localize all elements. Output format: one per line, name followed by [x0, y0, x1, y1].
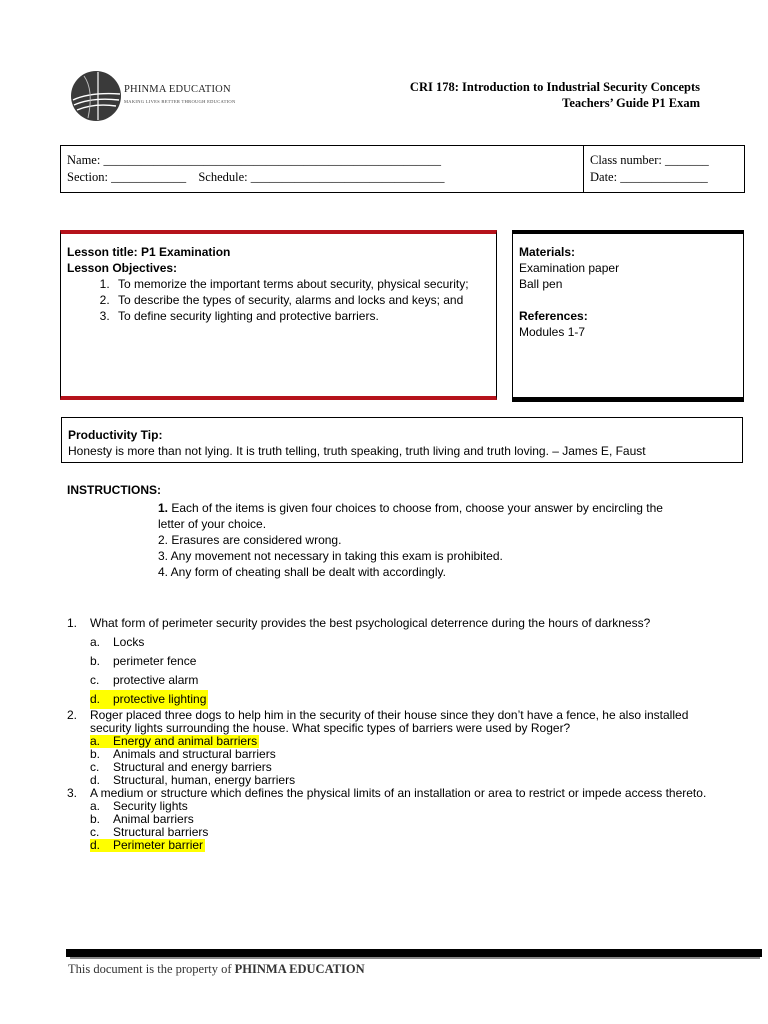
question-number: 2.: [67, 708, 78, 722]
phinma-globe-icon: [70, 70, 122, 122]
question-stem: A medium or structure which defines the physical limits of an installation or area to restrict or impede access thereto.: [90, 786, 707, 800]
name-label: Name:: [67, 153, 101, 167]
instruction-text: Each of the items is given four choices to choose from, choose your answer by encircling the letter of your choice.: [158, 501, 663, 531]
footer-prefix: This document is the property of: [68, 962, 235, 976]
option-b[interactable]: b. perimeter fence: [90, 654, 197, 668]
section-label: Section:: [67, 170, 108, 184]
question-stem: What form of perimeter security provides the best psychological deterrence during the hours of darkness?: [90, 616, 651, 630]
schedule-field[interactable]: _______________________________: [247, 170, 445, 184]
date-field[interactable]: ______________: [617, 170, 708, 184]
instruction-item: [158, 500, 678, 532]
schedule-label: Schedule:: [198, 170, 248, 184]
question-stem: Roger placed three dogs to help him in the security of their house since they don’t have a fence, he also installed security lights surrounding the house. What specific types of barriers were used by Roger?: [90, 708, 689, 735]
brand-tagline: MAKING LIVES BETTER THROUGH EDUCATION: [124, 99, 236, 104]
materials-label: Materials:: [519, 245, 576, 259]
instruction-item: 3. Any movement not necessary in taking this exam is prohibited.: [158, 549, 503, 563]
instructions-title: INSTRUCTIONS:: [67, 483, 161, 497]
material-item: Ball pen: [519, 277, 563, 291]
option-c[interactable]: c. protective alarm: [90, 673, 199, 687]
class-number-label: Class number:: [590, 153, 662, 167]
question-number: 3.: [67, 786, 78, 800]
material-item: Examination paper: [519, 261, 620, 275]
date-label: Date:: [590, 170, 618, 184]
instruction-number: 1.: [158, 501, 169, 515]
footer-text: [68, 962, 365, 977]
option-d-answer[interactable]: d. protective lighting: [90, 690, 707, 709]
question-1: [67, 614, 707, 709]
course-title: [410, 79, 700, 111]
objectives-label: Lesson Objectives:: [67, 261, 178, 275]
instructions-list: [158, 500, 678, 580]
instruction-item: 4. Any form of cheating shall be dealt with accordingly.: [158, 565, 446, 579]
option-c[interactable]: c. Structural barriers: [90, 825, 209, 839]
footer-rule: [66, 949, 762, 957]
option-b[interactable]: b. Animal barriers: [90, 812, 194, 826]
option-a-answer[interactable]: a. Energy and animal barriers: [90, 734, 258, 748]
instruction-item: 2. Erasures are considered wrong.: [158, 533, 342, 547]
tip-label: Productivity Tip:: [68, 428, 163, 442]
lesson-box: [60, 230, 497, 400]
student-info-box: [60, 145, 745, 193]
option-d-answer[interactable]: d. Perimeter barrier: [90, 838, 204, 852]
name-row: [67, 152, 445, 169]
section-row: [67, 169, 445, 186]
course-line-2: Teachers’ Guide P1 Exam: [562, 96, 700, 110]
objective-item: 2. To describe the types of security, alarms and locks and keys; and: [113, 292, 490, 308]
question-3: [67, 787, 707, 852]
brand-name: PHINMA EDUCATION: [124, 84, 231, 95]
footer-rule-shadow: [70, 957, 760, 959]
question-number: 1.: [67, 616, 78, 630]
name-field[interactable]: ______________________________________________________: [100, 153, 441, 167]
references-label: References:: [519, 309, 588, 323]
option-d[interactable]: d. Structural, human, energy barriers: [90, 773, 296, 787]
objectives-list: [67, 276, 490, 324]
course-line-1: CRI 178: Introduction to Industrial Security Concepts: [409, 80, 700, 94]
tip-text: Honesty is more than not lying. It is truth telling, truth speaking, truth living and truth loving. – James E, Faust: [68, 444, 646, 458]
footer-owner: PHINMA EDUCATION: [234, 962, 365, 976]
info-divider: [583, 146, 584, 192]
questions-list: [67, 614, 707, 852]
option-a[interactable]: a. Locks: [90, 635, 145, 649]
class-number-field[interactable]: _______: [661, 153, 709, 167]
option-c[interactable]: c. Structural and energy barriers: [90, 760, 272, 774]
option-a[interactable]: a. Security lights: [90, 799, 188, 813]
option-b[interactable]: b. Animals and structural barriers: [90, 747, 276, 761]
materials-box: [512, 230, 744, 402]
objective-item: 3. To define security lighting and protective barriers.: [113, 308, 490, 324]
references-value: Modules 1-7: [519, 325, 586, 339]
question-2: [67, 709, 707, 787]
lesson-title: Lesson title: P1 Examination: [67, 245, 231, 259]
phinma-logo: [70, 70, 240, 122]
date-row: [590, 169, 709, 186]
productivity-tip-box: [61, 417, 743, 463]
class-number-row: [590, 152, 709, 169]
objective-item: 1. To memorize the important terms about security, physical security;: [113, 276, 490, 292]
section-field[interactable]: ____________: [107, 170, 187, 184]
